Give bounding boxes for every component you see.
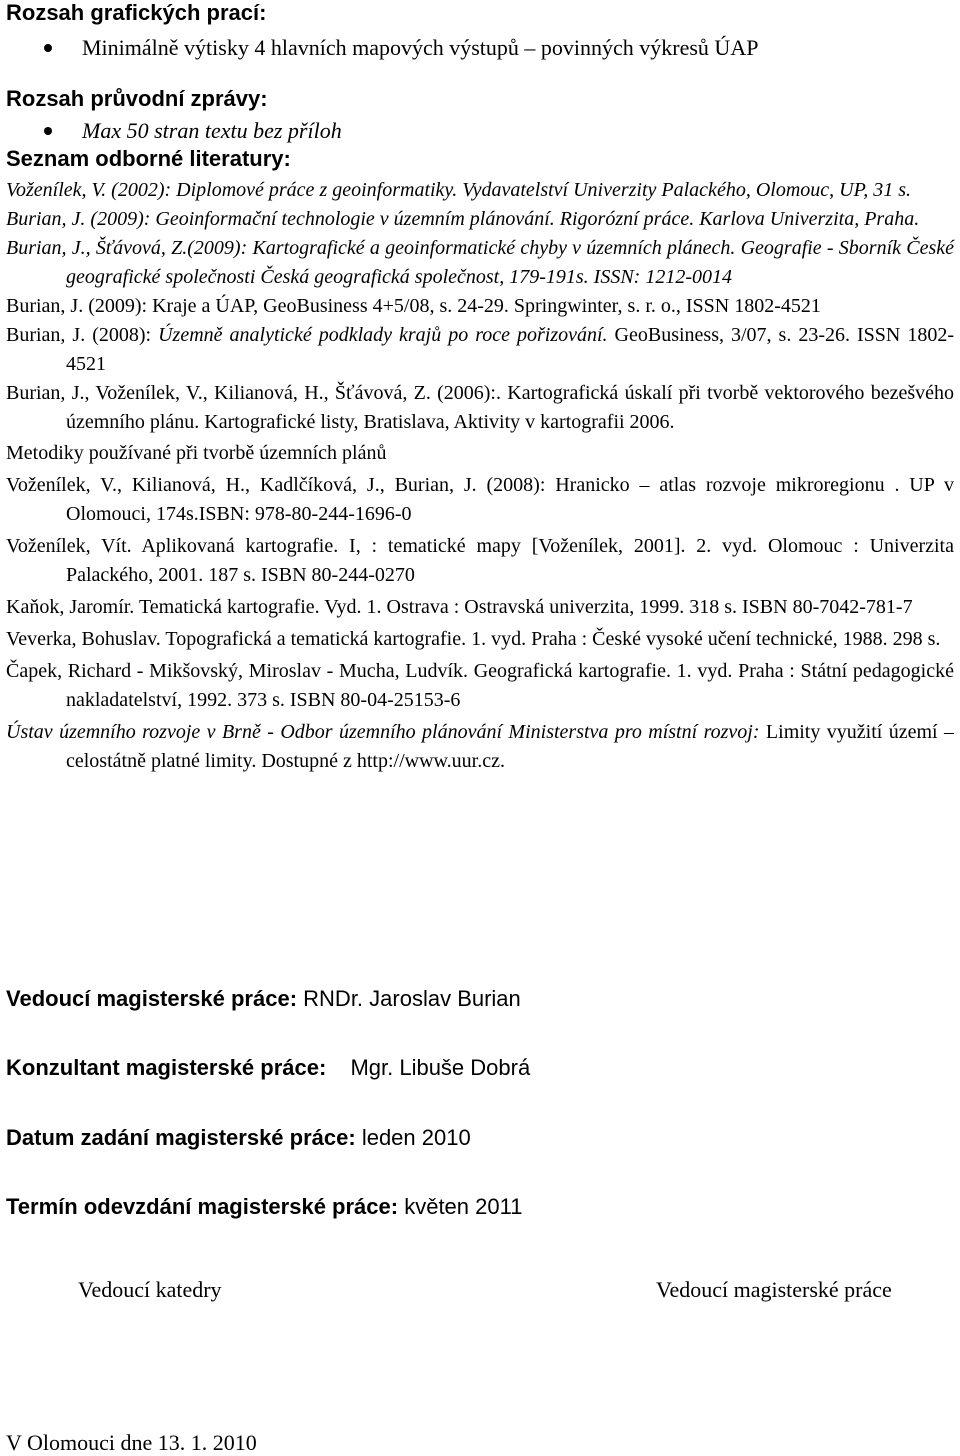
graphics-bullet-item [6, 28, 960, 68]
graphics-bullet-text: Minimálně výtisky 4 hlavních mapových výstupů – povinných výkresů ÚAP [82, 35, 759, 60]
reference-authors: Burian, J., Šťávová, Z. [6, 237, 188, 259]
reference-item: Burian, J. (2009): Geoinformační technologie v územním plánování. Rigorózní práce. Karlova Univerzita, Praha. [6, 208, 920, 230]
supervisor-line [6, 986, 521, 1012]
reference-title: Územně analytické podklady krajů po roce pořizování. [158, 324, 608, 346]
supervisor-label: Vedoucí magisterské práce: [6, 986, 298, 1011]
reference-item: Veverka, Bohuslav. Topografická a tematická kartografie. 1. vyd. Praha : České vysoké učení technické, 1988. 298 s. [6, 628, 941, 650]
reference-item: Voženílek, Vít. Aplikovaná kartografie. I, : tematické mapy [Voženílek, 2001]. 2. vyd. Olomouc : Univerzita Palackého, 2001. 187 s. ISBN 80-244-0270 [6, 535, 954, 586]
signature-head-of-department: Vedoucí katedry [78, 1277, 222, 1302]
bullet-icon [44, 127, 52, 135]
assigned-value: leden 2010 [361, 1125, 471, 1150]
reference-title: (2009): Kartografické a geoinformatické chyby v územních plánech. [187, 237, 736, 259]
literature-heading: Seznam odborné literatury: [6, 146, 291, 171]
reference-item: Voženílek, V., Kilianová, H., Kadlčíková, J., Burian, J. (2008): Hranicko – atlas rozvoje mikroregionu . UP v Olomouci, 174s.ISBN: 978-80-244-1696-0 [6, 474, 954, 525]
reference-item [6, 321, 954, 379]
reference-source: GeoBusiness, 3/07, s. 23-26. ISSN 1802-4521 [66, 324, 955, 375]
graphics-heading: Rozsah grafických prací: [6, 0, 267, 25]
assigned-date-line [6, 1125, 471, 1151]
due-value: květen 2011 [404, 1194, 523, 1219]
supervisor-value: RNDr. Jaroslav Burian [303, 986, 521, 1011]
report-bullet-item [6, 111, 960, 151]
reference-item: Burian, J. (2009): Kraje a ÚAP, GeoBusiness 4+5/08, s. 24-29. Springwinter, s. r. o., ISSN 1802-4521 [6, 295, 821, 317]
consultant-line [6, 1055, 530, 1081]
consultant-value: Mgr. Libuše Dobrá [350, 1055, 531, 1080]
place-date: V Olomouci dne 13. 1. 2010 [6, 1430, 257, 1455]
assigned-label: Datum zadání magisterské práce: [6, 1125, 356, 1150]
bullet-icon [44, 44, 52, 52]
reference-item: Voženílek, V. (2002): Diplomové práce z geoinformatiky. Vydavatelství Univerzity Palackého, Olomouc, UP, 31 s. [6, 179, 911, 201]
reference-item: Kaňok, Jaromír. Tematická kartografie. Vyd. 1. Ostrava : Ostravská univerzita, 1999. 318 s. ISBN 80-7042-781-7 [6, 596, 913, 618]
due-date-line [6, 1194, 522, 1220]
report-heading: Rozsah průvodní zprávy: [6, 86, 268, 111]
signature-supervisor: Vedoucí magisterské práce [656, 1277, 892, 1302]
reference-title: Limity využití území – celostátně platné limity. Dostupné z http://www.uur.cz. [66, 721, 955, 772]
reference-item [6, 718, 954, 776]
reference-authors: Ústav územního rozvoje v Brně - Odbor územního plánování Ministerstva pro místní rozvoj: [6, 721, 760, 743]
due-label: Termín odevzdání magisterské práce: [6, 1194, 399, 1219]
reference-list [6, 176, 954, 776]
reference-item [6, 234, 954, 292]
reference-source: Geografie - Sborník České geografické společnosti Česká geografická společnost, 179-191s. ISSN: 1212-0014 [66, 237, 954, 288]
report-bullet-text: Max 50 stran textu bez příloh [82, 118, 342, 143]
reference-item: Burian, J., Voženílek, V., Kilianová, H., Šťávová, Z. (2006):. Kartografická úskalí při tvorbě vektorového bezešvého územního plánu. Kartografické listy, Bratislava, Aktivity v kartografii 2006. [6, 382, 954, 433]
methods-subtitle: Metodiky používané při tvorbě územních plánů [6, 442, 387, 464]
reference-authors: Burian, J. (2008): [6, 324, 159, 346]
consultant-label: Konzultant magisterské práce: [6, 1055, 327, 1080]
reference-item: Čapek, Richard - Mikšovský, Miroslav - Mucha, Ludvík. Geografická kartografie. 1. vyd. Praha : Státní pedagogické nakladatelství, 1992. 373 s. ISBN 80-04-25153-6 [6, 660, 954, 711]
